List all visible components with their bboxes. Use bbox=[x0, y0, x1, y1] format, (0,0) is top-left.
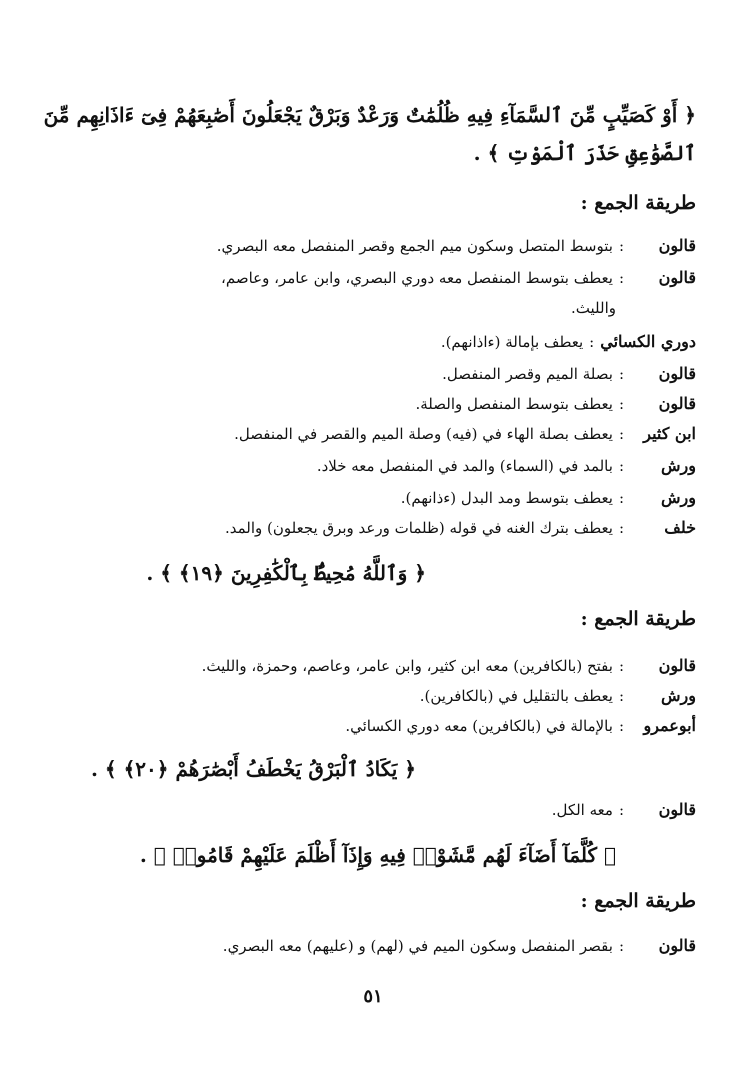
reader-name: قالون bbox=[658, 268, 696, 287]
entry-text: يعطف بتوسط المنفصل معه دوري البصري، وابن عامر، وعاصم، bbox=[221, 269, 613, 287]
separator: : bbox=[618, 425, 624, 443]
reader-name: قالون bbox=[658, 236, 696, 255]
reader-name: ورش bbox=[661, 456, 696, 475]
entry-row bbox=[100, 712, 696, 740]
reader-name: ابن كثير bbox=[643, 424, 696, 443]
verse-1-line-2: ٱلصَّوَٰعِقِ حَذَرَ ٱلْمَوْتِ ﴾ . bbox=[473, 141, 696, 165]
section-1-heading: طريقة الجمع : bbox=[580, 192, 696, 214]
reader-name: خلف bbox=[664, 518, 696, 537]
reader-name: قالون bbox=[658, 936, 696, 955]
entry-text: بفتح (بالكافرين) معه ابن كثير، وابن عامر، وعاصم، وحمزة، والليث. bbox=[201, 657, 613, 675]
verse-1-line-1: ﴿ أَوْ كَصَيِّبٍ مِّنَ ٱلسَّمَآءِ فِيهِ ظُلُمَٰتٌ وَرَعْدٌ وَبَرْقٌ يَجْعَلُونَ أَصَٰبِعَهُمْ فِىٓ ءَاذَانِهِم مِّنَ bbox=[43, 103, 696, 127]
separator: : bbox=[618, 489, 624, 507]
entry-text: يعطف بتوسط المنفصل والصلة. bbox=[415, 395, 613, 413]
entry-continuation: والليث. bbox=[571, 299, 616, 317]
reader-name: أبوعمرو bbox=[643, 716, 696, 735]
entry-row bbox=[100, 390, 696, 418]
separator: : bbox=[618, 937, 624, 955]
reader-name: قالون bbox=[658, 800, 696, 819]
entry-row bbox=[100, 420, 696, 448]
verse-2: ﴿ وَٱللَّهُ مُحِيطٌۢ بِٱلْكَٰفِرِينَ ﴿١٩﴾ ﴾ . bbox=[146, 561, 426, 585]
entry-text: بالإمالة في (بالكافرين) معه دوري الكسائي. bbox=[345, 717, 613, 735]
separator: : bbox=[618, 717, 624, 735]
verse-3: ﴿ يَكَادُ ٱلْبَرْقُ يَخْطَفُ أَبْصَٰرَهُمْ ﴿٢٠﴾ ﴾ . bbox=[90, 757, 416, 781]
entry-row bbox=[100, 452, 696, 480]
page-number: ٥١ bbox=[363, 986, 383, 1007]
entry-text: يعطف بترك الغنه في قوله (ظلمات ورعد وبرق يجعلون) والمد. bbox=[224, 519, 613, 537]
separator: : bbox=[618, 687, 624, 705]
entry-row bbox=[100, 652, 696, 680]
separator: : bbox=[618, 365, 624, 383]
separator: : bbox=[618, 801, 624, 819]
verse-4: ﴿ كُلَّمَآ أَضَآءَ لَهُم مَّشَوْا۟ فِيهِ وَإِذَآ أَظْلَمَ عَلَيْهِمْ قَامُوا۟ ﴾ . bbox=[139, 843, 616, 867]
entry-row bbox=[100, 682, 696, 710]
entry-row bbox=[100, 514, 696, 542]
section-2-heading: طريقة الجمع : bbox=[580, 608, 696, 630]
reader-name: قالون bbox=[658, 656, 696, 675]
reader-name: قالون bbox=[658, 364, 696, 383]
entry-row bbox=[100, 484, 696, 512]
separator: : bbox=[618, 519, 624, 537]
section-4-heading: طريقة الجمع : bbox=[580, 890, 696, 912]
reader-name: ورش bbox=[661, 686, 696, 705]
reader-name: قالون bbox=[658, 394, 696, 413]
entry-text: يعطف بتوسط ومد البدل (ءذانهم). bbox=[400, 489, 613, 507]
reader-name: ورش bbox=[661, 488, 696, 507]
separator: : bbox=[618, 395, 624, 413]
entry-row bbox=[100, 796, 696, 824]
entry-text: بقصر المنفصل وسكون الميم في (لهم) و (عليهم) معه البصري. bbox=[222, 937, 613, 955]
entry-row bbox=[100, 360, 696, 388]
entry-text: يعطف بإمالة (ءاذانهم). bbox=[440, 333, 584, 351]
separator: : bbox=[618, 237, 624, 255]
separator: : bbox=[618, 269, 624, 287]
entry-text: بالمد في (السماء) والمد في المنفصل معه خلاد. bbox=[316, 457, 613, 475]
entry-text: يعطف بصلة الهاء في (فيه) وصلة الميم والقصر في المنفصل. bbox=[234, 425, 613, 443]
entry-text: بصلة الميم وقصر المنفصل. bbox=[442, 365, 613, 383]
separator: : bbox=[618, 657, 624, 675]
entry-text: بتوسط المتصل وسكون ميم الجمع وقصر المنفصل معه البصري. bbox=[216, 237, 613, 255]
separator: : bbox=[618, 457, 624, 475]
entry-row bbox=[100, 932, 696, 960]
entry-row bbox=[100, 232, 696, 260]
entry-text: يعطف بالتقليل في (بالكافرين). bbox=[419, 687, 613, 705]
entry-text: معه الكل. bbox=[551, 801, 613, 819]
entry-row bbox=[100, 264, 696, 292]
reader-name: دوري الكسائي bbox=[600, 332, 696, 351]
separator: : bbox=[589, 333, 595, 351]
entry-row bbox=[100, 328, 696, 356]
